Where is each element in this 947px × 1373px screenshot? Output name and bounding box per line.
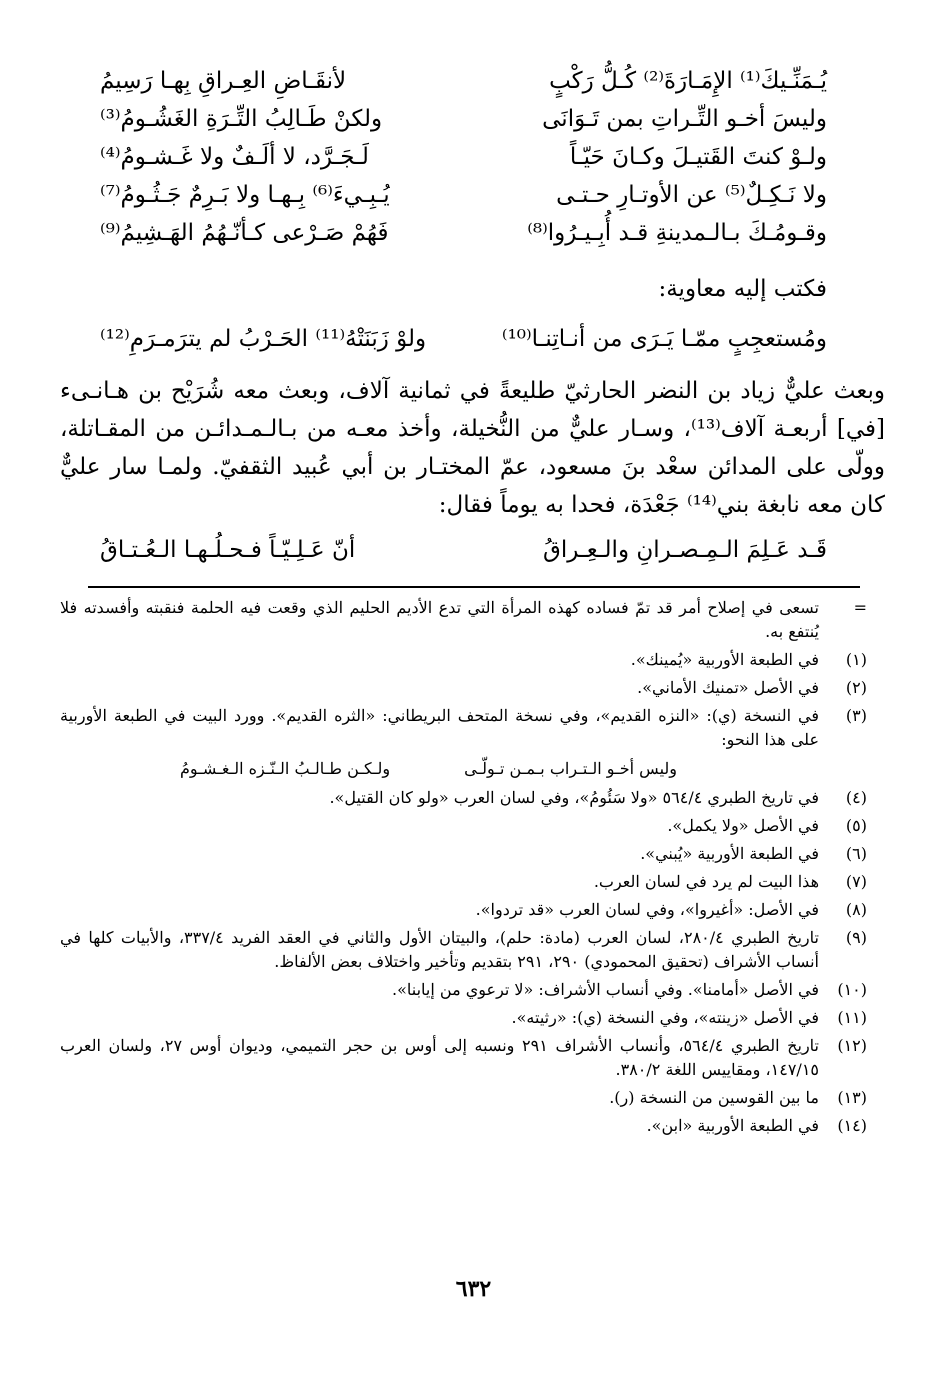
footnote-text: في الأصل «ولا يكمل». [667, 816, 819, 835]
footnote [60, 648, 867, 672]
page-number: ٦٣٢ [455, 1276, 492, 1302]
footnote [60, 842, 867, 866]
footnote-number: (١٠) [837, 980, 867, 999]
verse-first-hemistich: ولا نَـكِـلٌ⁽⁵⁾ عن الأوتـارِ حـتـى [556, 182, 827, 208]
footnote [60, 786, 867, 810]
footnote-number: (١٣) [837, 1088, 867, 1107]
footnote-text: في الأصل: «أغيروا»، وفي لسان العرب «قد تردوا». [475, 900, 819, 919]
footnote [60, 978, 867, 1002]
footnote-text: في الأصل «أمامنا». وفي أنساب الأشراف: «لا ترعوي من إيابنا». [392, 980, 819, 999]
footnote [60, 1086, 867, 1110]
verse-first-hemistich: وقـومُـكَ بـالـمدينةِ قـد أُبِـيـرُوا⁽⁸⁾ [527, 220, 827, 246]
footnote-text: في الطبعة الأوربية «يُمينك». [630, 650, 819, 669]
verse-first-hemistich: قَـد عَـلِمَ الـمِـصـرانِ والـعِـراقُ [543, 537, 827, 563]
footnote-number: (٧) [845, 872, 867, 891]
continuation-mark: = [853, 598, 867, 617]
footnote [60, 898, 867, 922]
footnote-number: (٢) [845, 678, 867, 697]
footnote-number: (١١) [837, 1008, 867, 1027]
footnote-text: هذا البيت لم يرد في لسان العرب. [593, 872, 819, 891]
footnote-text: في الأصل «تمنيك الأماني». [637, 678, 819, 697]
footnote [60, 926, 867, 974]
footnote-number: (١٢) [837, 1036, 867, 1055]
verse-second-hemistich: ولوْ زَبَنَتْهُ⁽¹¹⁾ الحَـرْبُ لم يترَمـرَمِ⁽¹²⁾ [100, 326, 427, 352]
footnote-number: (١٤) [837, 1116, 867, 1135]
verse-first-hemistich: وليس أخـو الـتـراب بـمـن تـولّـى [464, 759, 677, 778]
footnote-text: في النسخة (ي): «النزه القديم»، وفي نسخة المتحف البريطاني: «الثره القديم». وورد البيت في الطبعة الأوربية على هذا النحو: [60, 706, 819, 749]
footnote-text: في الطبعة الأوربية «ابن». [646, 1116, 819, 1135]
verse-first-hemistich: ولـوْ كنتَ القَتيـلَ وكـانَ حَيّـاً [569, 144, 827, 170]
verse-row [100, 138, 827, 176]
footnote [60, 1114, 867, 1138]
footnote [60, 814, 867, 838]
footnote [60, 1034, 867, 1082]
verse-second-hemistich: أنّ عَـلِـيّـاً فـحـلُـهـا الـعُـتـاقُ [100, 537, 356, 563]
verse-second-hemistich: ولكنْ طَـالِبُ التِّـرَةِ الغَشُـومُ⁽³⁾ [100, 106, 383, 132]
verse-second-hemistich: لَـجَـرَّد، لا ألَـفٌ ولا غَـشـومُ⁽⁴⁾ [100, 144, 369, 170]
verse-first-hemistich: وليسَ أخـو التِّـراتِ بمن تَـوَانَى [542, 106, 827, 132]
footnote-number: (٦) [845, 844, 867, 863]
verse-second-hemistich: لأنقَـاضِ العِـراقِ بِهـا رَسِيمُ [100, 68, 347, 94]
footnote-number: (٥) [845, 816, 867, 835]
footnote [60, 1006, 867, 1030]
footnote-text: في الأصل «زينته»، وفي النسخة (ي): «رثيته». [511, 1008, 819, 1027]
verse-first-hemistich: يُـمَنِّـيكَ⁽¹⁾ الإِمَـارَةَ⁽²⁾ كُـلُّ رَكْبٍ [549, 68, 827, 94]
verse-row [100, 214, 827, 252]
footnote [60, 704, 867, 752]
footnotes [60, 596, 867, 1142]
footnote-text: ما بين القوسين من النسخة (ر). [609, 1088, 819, 1107]
closing-verse [100, 537, 827, 563]
footnote-number: (٣) [845, 706, 867, 725]
verse-second-hemistich: ولـكـن طـالـبُ الـنّـزه الـغـشـومُ [180, 759, 391, 778]
footnote-separator [88, 586, 860, 588]
footnote-text: في الطبعة الأوربية «يُبني». [640, 844, 819, 863]
footnote [60, 676, 867, 700]
footnote-number: (٤) [845, 788, 867, 807]
footnote [60, 870, 867, 894]
footnote-text: في تاريخ الطبري ٥٦٤/٤ «ولا سَئُومُ»، وفي لسان العرب «ولو كان القتيل». [329, 788, 819, 807]
body-paragraph: وبعث عليٌّ زياد بن النضر الحارثيّ طليعةً في ثمانية آلاف، وبعث معه شُرَيْح بن هـانـىء [في] أربعـة آلاف⁽¹³⁾، وسـار عليٌّ من النُّخيلة، وأخذ معـه من بـالـمـدائـن من المقـاتلة، وولّى على المدائن سعْد بنَ مسعود، عمّ المختـار بن أبي عُبيد الثقفيّ. ولمـا سار عليٌّ كان معه نابغة بني⁽¹⁴⁾ جَعْدَة، فحدا به يوماً فقال: [60, 378, 886, 518]
footnote-text: تسعى في إصلاح أمر قد تمّ فساده كهذه المرأة التي تدع الأديم الحليم الذي وقعت فيه الحلمة فنقبته وأفسدته فلا يُنتفع به. [60, 598, 819, 641]
verse-second-hemistich: يُـبِـيءَ⁽⁶⁾ بِـهـا ولا بَـرِمٌ جَـثُـومُ⁽⁷⁾ [100, 182, 390, 208]
muawiya-verse [100, 326, 827, 352]
intro-line: فكتب إليه معاوية: [658, 276, 827, 302]
footnote-text: تاريخ الطبري ٥٦٤/٤، وأنساب الأشراف ٢٩١ ونسبه إلى أوس بن حجر التميمي، وديوان أوس ٢٧، ولسان العرب ١٤٧/١٥، ومقاييس اللغة ٣٨٠/٢. [60, 1036, 820, 1079]
footnote-verse [60, 756, 867, 782]
footnote-number: (١) [845, 650, 867, 669]
footnote-number: (٨) [845, 900, 867, 919]
verse-row [100, 176, 827, 214]
footnote-text: تاريخ الطبري ٢٨٠/٤، لسان العرب (مادة: حلم)، والبيتان الأول والثاني في العقد الفريد ٣٣٧/٤، والأبيات كلها في أنساب الأشراف (تحقيق المحمودي) ٢٩٠، ٢٩١ بتقديم وتأخير واختلاف بعض الألفاظ. [60, 928, 819, 971]
verse-row [100, 62, 827, 100]
verse-second-hemistich: فَهُمْ صَـرْعى كـأنّـهُمُ الهَـشِيمُ⁽⁹⁾ [100, 220, 389, 246]
poem-verses [100, 62, 827, 252]
footnote-number: (٩) [845, 928, 867, 947]
footnote-continuation [60, 596, 867, 644]
verse-first-hemistich: ومُستعجِبٍ ممّـا يَـرَى من أنـاتِنـا⁽¹⁰⁾ [501, 326, 827, 352]
verse-row [100, 100, 827, 138]
